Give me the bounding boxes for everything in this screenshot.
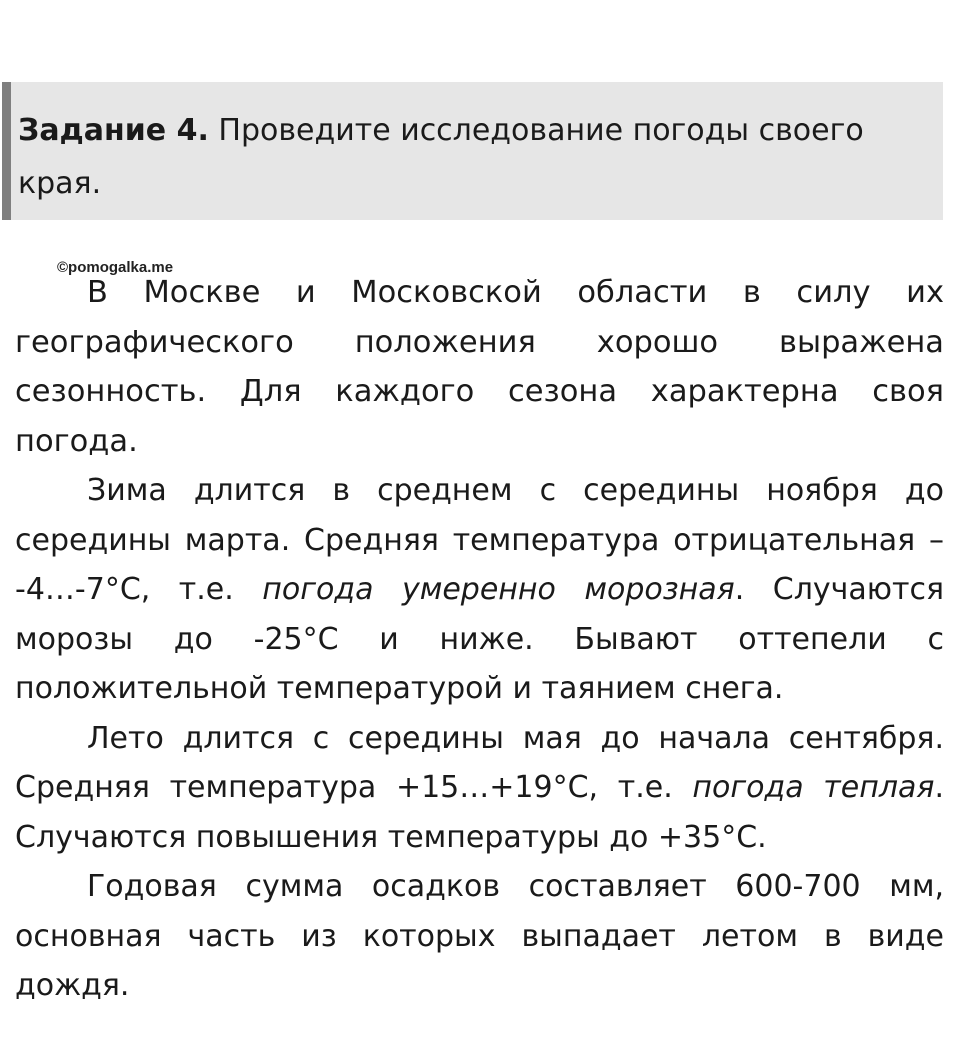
watermark: ©pomogalka.me <box>57 259 174 276</box>
summer-text-end: . Случаются повышения температуры до +35°С. <box>15 770 945 855</box>
task-box <box>2 82 943 220</box>
summer-text-start: Лето длится с середины мая до начала сентября. Средняя температура +15…+19°С, т.е. <box>15 720 944 805</box>
winter-emphasis: погода умеренно морозная <box>262 572 735 607</box>
task-heading <box>18 104 938 210</box>
paragraph-moscow-seasons: В Москве и Московской области в силу их географического положения хорошо выражена сезонность. Для каждого сезона характерна своя погода. <box>15 275 944 459</box>
summer-emphasis: погода теплая <box>692 770 935 805</box>
task-text: Проведите исследование погоды своего края. <box>18 113 864 201</box>
answer-text <box>15 268 944 1011</box>
task-title: Задание 4. <box>18 113 209 148</box>
paragraph-summer <box>15 714 944 863</box>
winter-text-end: . Случаются морозы до -25°С и ниже. Бывают оттепели с положительной температурой и таянием снега. <box>15 572 944 706</box>
paragraph-winter <box>15 466 944 714</box>
winter-text-start: Зима длится в среднем с середины ноября до середины марта. Средняя температура отрицательная – -4…-7°С, т.е. <box>15 473 944 607</box>
paragraph-precipitation: Годовая сумма осадков составляет 600-700 мм, основная часть из которых выпадает летом в виде дождя. <box>15 869 944 1003</box>
